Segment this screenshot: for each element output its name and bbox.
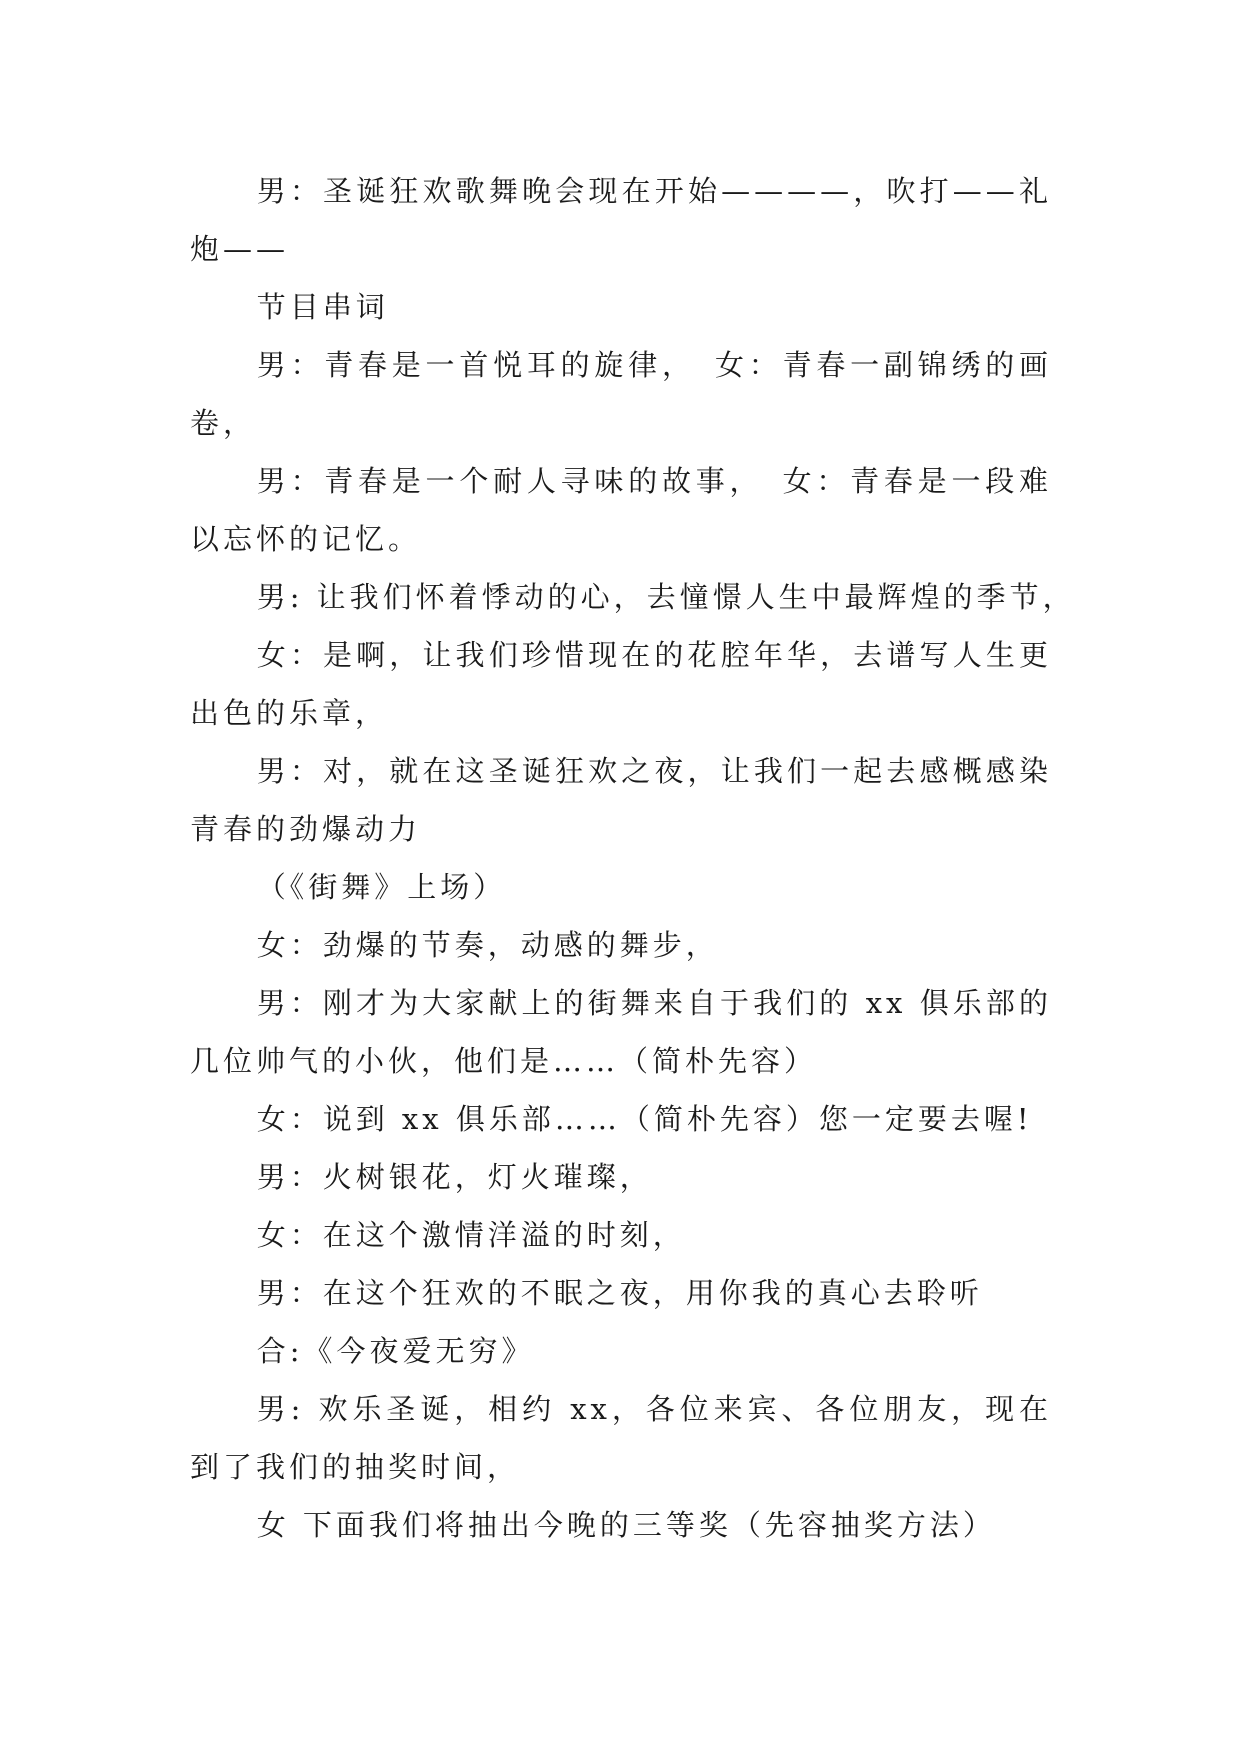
paragraph-opening: 男：圣诞狂欢歌舞晚会现在开始————，吹打——礼炮—— xyxy=(190,174,1052,266)
paragraph-third-prize: 女 下面我们将抽出今晚的三等奖（先容抽奖方法） xyxy=(256,1508,996,1542)
paragraph-rhythm: 女：劲爆的节奏，动感的舞步， xyxy=(256,928,719,962)
document-body xyxy=(190,162,1076,1554)
paragraph-sleepless-night: 男：在这个狂欢的不眠之夜，用你我的真心去聆听 xyxy=(256,1276,983,1310)
paragraph-street-dance-entrance: （《街舞》上场） xyxy=(256,870,507,904)
paragraph-youth-melody: 男：青春是一首悦耳的旋律， 女：青春一副锦绣的画卷， xyxy=(190,348,1052,440)
paragraph-program-heading: 节目串词 xyxy=(256,290,389,324)
paragraph-longing: 男: 让我们怀着悸动的心，去憧憬人生中最辉煌的季节， xyxy=(256,580,1076,614)
paragraph-lottery-time: 男: 欢乐圣诞，相约 xx，各位来宾、各位朋友，现在到了我们的抽奖时间， xyxy=(190,1392,1052,1484)
paragraph-christmas-night: 男：对，就在这圣诞狂欢之夜，让我们一起去感概感染青春的劲爆动力 xyxy=(190,754,1052,846)
paragraph-youth-story: 男：青春是一个耐人寻味的故事， 女：青春是一段难以忘怀的记忆。 xyxy=(190,464,1052,556)
paragraph-passion: 女：在这个激情洋溢的时刻， xyxy=(256,1218,686,1252)
paragraph-club-invite: 女：说到 xx 俱乐部……（简朴先容）您一定要去喔! xyxy=(256,1102,1033,1136)
paragraph-fireworks: 男：火树银花，灯火璀璨， xyxy=(256,1160,653,1194)
paragraph-club-dancers: 男：刚才为大家献上的街舞来自于我们的 xx 俱乐部的几位帅气的小伙，他们是……（简朴先容） xyxy=(190,986,1052,1078)
paragraph-song-title: 合:《今夜爱无穷》 xyxy=(256,1334,535,1368)
paragraph-cherish: 女：是啊，让我们珍惜现在的花腔年华，去谱写人生更出色的乐章， xyxy=(190,638,1052,730)
